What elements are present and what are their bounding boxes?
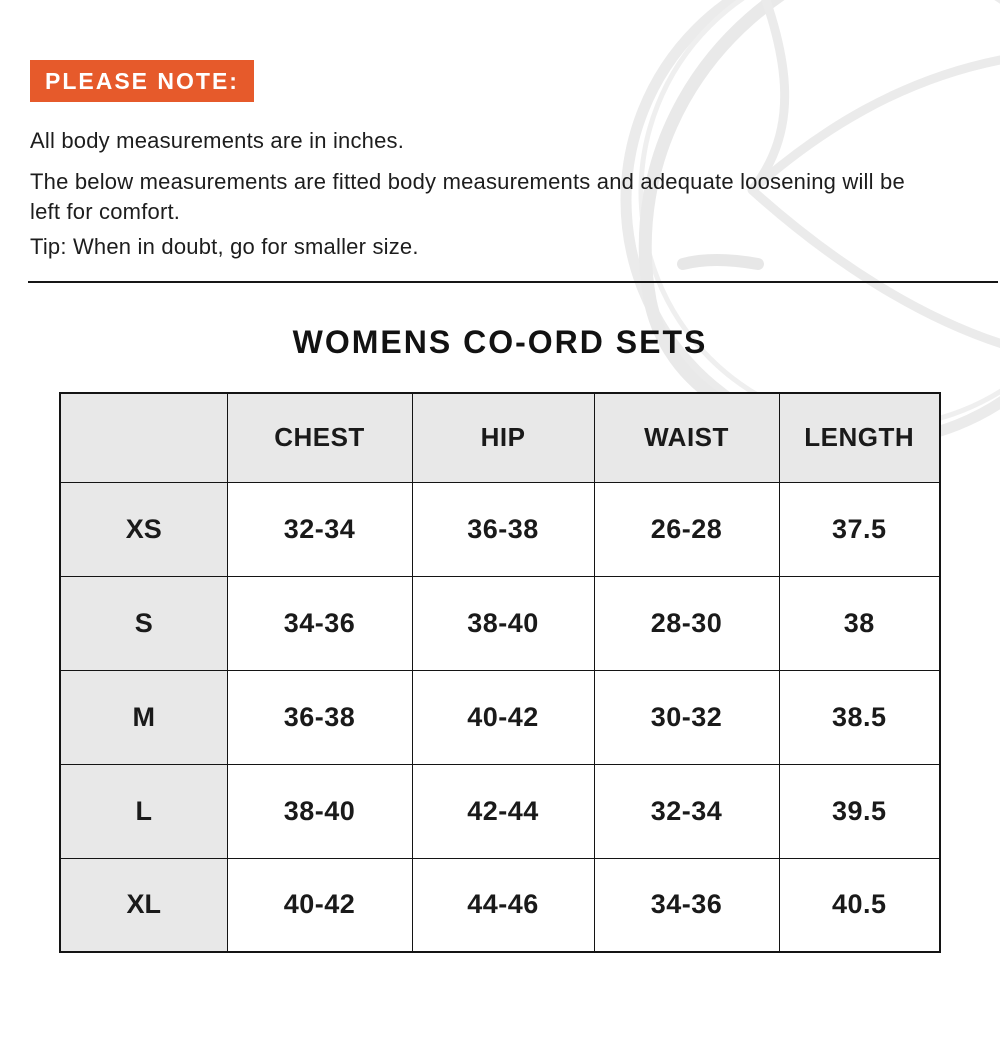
column-header-length: LENGTH: [779, 393, 940, 482]
length-value-cell: 38: [779, 576, 940, 670]
table-row-s: [60, 576, 940, 670]
chest-value-cell: 40-42: [227, 858, 412, 952]
please-note-badge-label: PLEASE NOTE:: [45, 68, 239, 94]
hip-value-cell: 42-44: [412, 764, 594, 858]
size-label-cell: XL: [60, 858, 227, 952]
please-note-badge: [30, 60, 254, 102]
column-header-hip: HIP: [412, 393, 594, 482]
length-value-cell: 37.5: [779, 482, 940, 576]
table-row-m: [60, 670, 940, 764]
table-row-l: [60, 764, 940, 858]
waist-value-cell: 30-32: [594, 670, 779, 764]
length-value-cell: 40.5: [779, 858, 940, 952]
length-value-cell: 39.5: [779, 764, 940, 858]
note-size-tip: Tip: When in doubt, go for smaller size.: [30, 234, 419, 259]
size-label-cell: L: [60, 764, 227, 858]
column-header-size: [60, 393, 227, 482]
size-label-cell: S: [60, 576, 227, 670]
section-divider: [28, 281, 998, 283]
length-value-cell: 38.5: [779, 670, 940, 764]
waist-value-cell: 32-34: [594, 764, 779, 858]
hip-value-cell: 36-38: [412, 482, 594, 576]
size-label-cell: XS: [60, 482, 227, 576]
hip-value-cell: 38-40: [412, 576, 594, 670]
size-label-cell: M: [60, 670, 227, 764]
column-header-waist: WAIST: [594, 393, 779, 482]
note-measurements-units: All body measurements are in inches.: [30, 128, 405, 153]
waist-value-cell: 34-36: [594, 858, 779, 952]
table-row-xs: [60, 482, 940, 576]
waist-value-cell: 26-28: [594, 482, 779, 576]
chest-value-cell: 36-38: [227, 670, 412, 764]
chest-value-cell: 32-34: [227, 482, 412, 576]
hip-value-cell: 40-42: [412, 670, 594, 764]
size-chart-container: [59, 392, 941, 953]
header-row: [60, 393, 940, 482]
chest-value-cell: 34-36: [227, 576, 412, 670]
chest-value-cell: 38-40: [227, 764, 412, 858]
waist-value-cell: 28-30: [594, 576, 779, 670]
column-header-chest: CHEST: [227, 393, 412, 482]
hip-value-cell: 44-46: [412, 858, 594, 952]
table-row-xl: [60, 858, 940, 952]
section-title: WOMENS CO-ORD SETS: [292, 324, 708, 360]
size-chart-table: [59, 392, 941, 953]
note-fitted-measurements: The below measurements are fitted body measurements and adequate loosening will be left for comfort.: [30, 169, 905, 224]
